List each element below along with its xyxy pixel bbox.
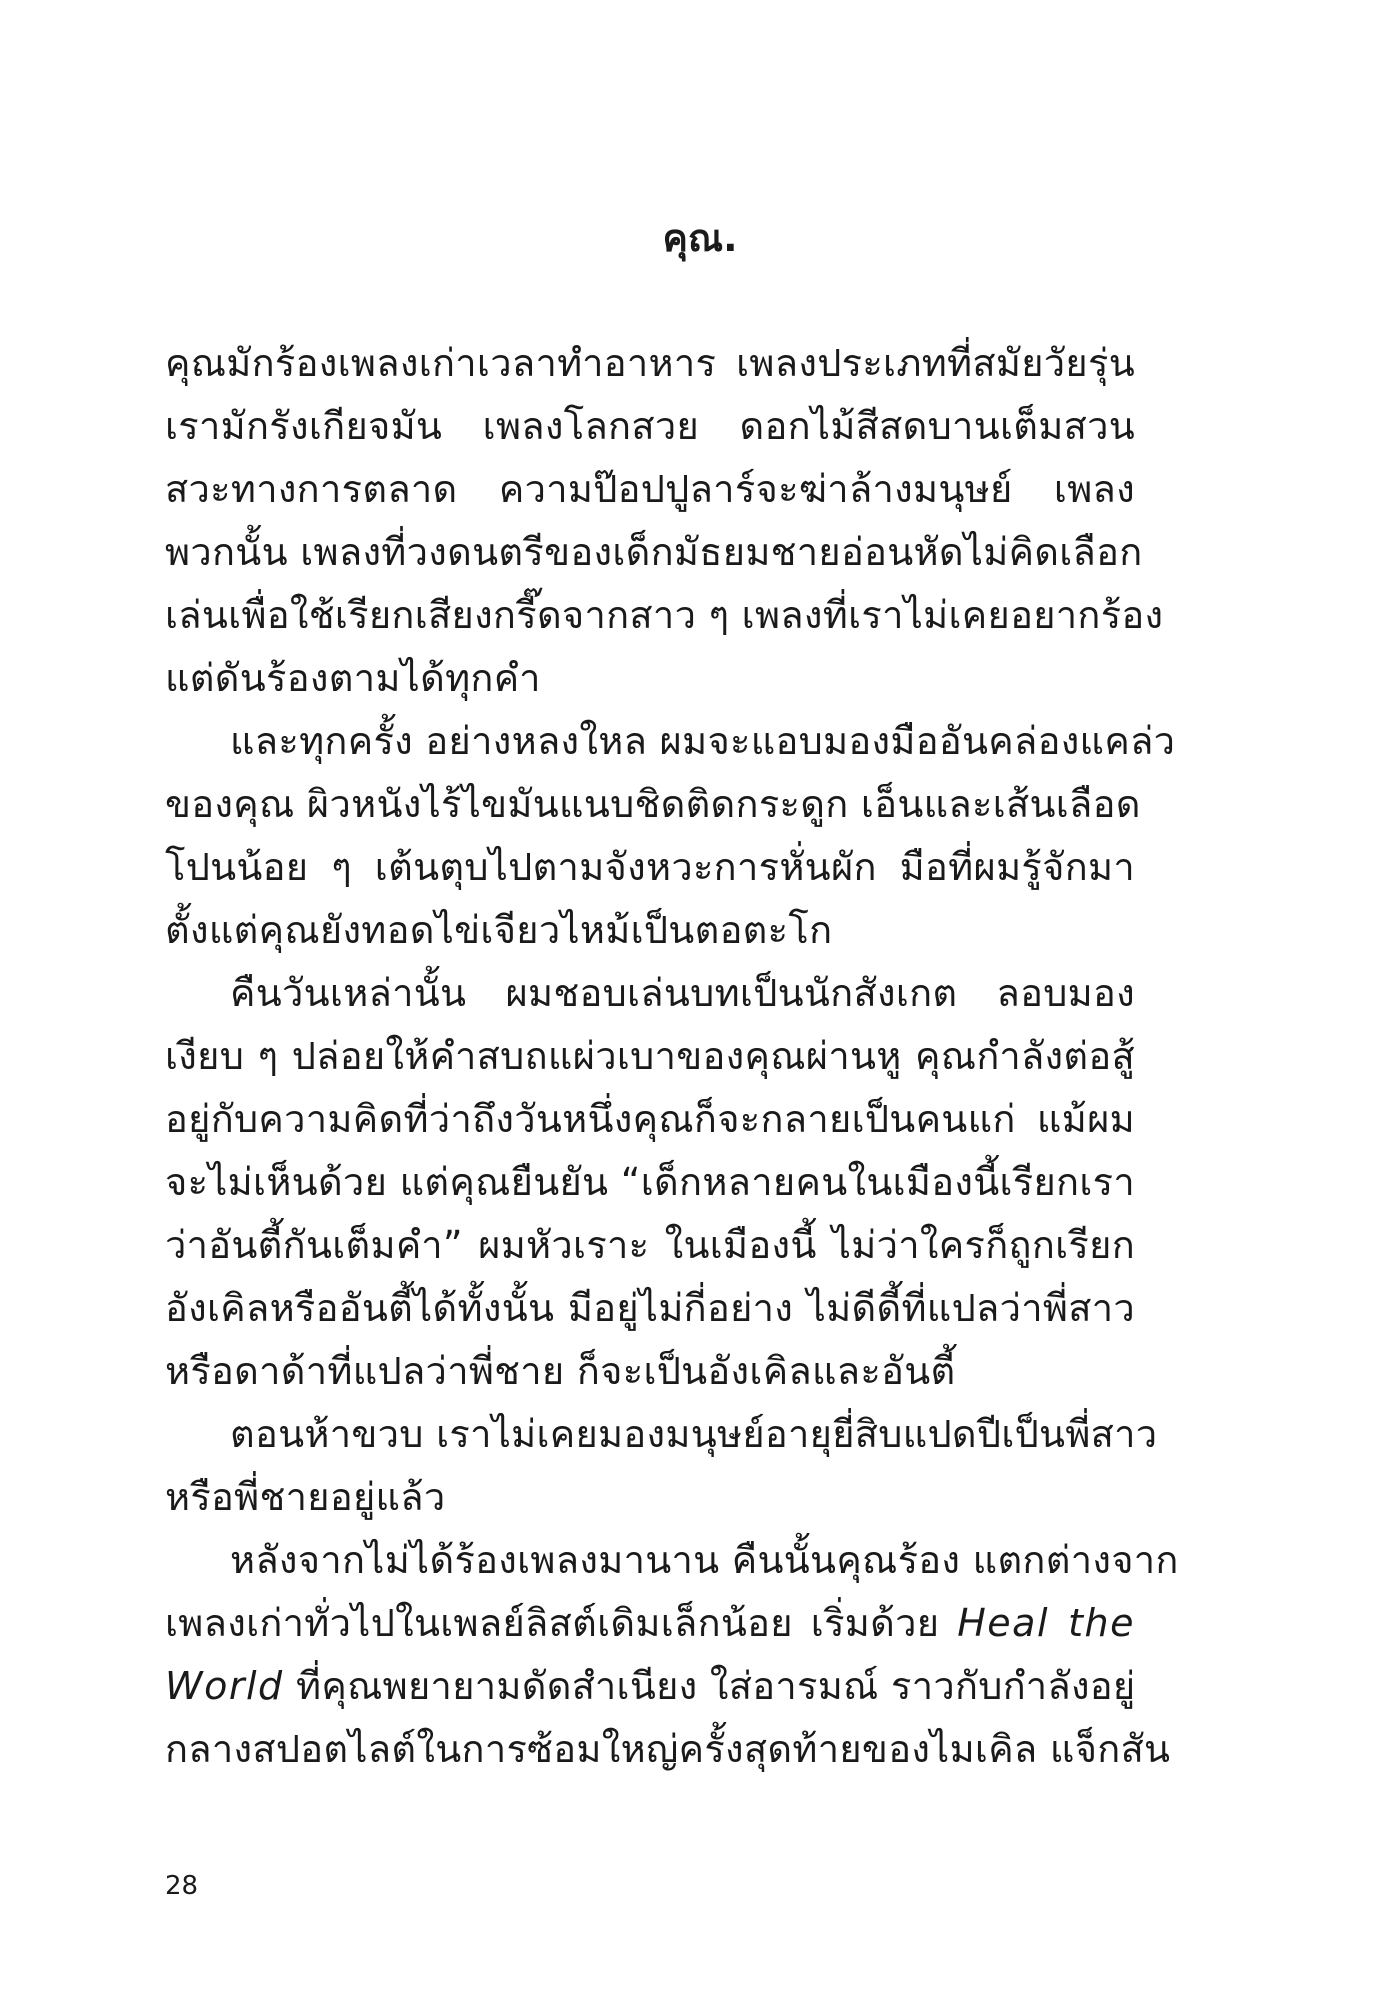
text-line: คืนวันเหล่านั้น ผมชอบเล่นบทเป็นนักสังเกต ลอบมอง bbox=[230, 971, 1135, 1015]
chapter-title: คุณ. bbox=[662, 216, 738, 260]
text-line: ว่าอันตี้กันเต็มคำ” ผมหัวเราะ ในเมืองนี้ ไม่ว่าใครก็ถูกเรียก bbox=[165, 1223, 1135, 1267]
text-line: แต่ดันร้องตามได้ทุกคำ bbox=[165, 656, 541, 700]
text-line: เรามักรังเกียจมัน เพลงโลกสวย ดอกไม้สีสดบานเต็มสวน bbox=[165, 404, 1135, 448]
text-line: โปนน้อย ๆ เต้นตุบไปตามจังหวะการหั่นผัก มือที่ผมรู้จักมา bbox=[165, 845, 1135, 889]
text-line: พวกนั้น เพลงที่วงดนตรีของเด็กมัธยมชายอ่อนหัดไม่คิดเลือก bbox=[165, 530, 1143, 574]
body-text bbox=[165, 332, 1179, 1781]
text-line: และทุกครั้ง อย่างหลงใหล ผมจะแอบมองมืออันคล่องแคล่ว bbox=[230, 719, 1176, 763]
text-line: หรือพี่ชายอยู่แล้ว bbox=[165, 1475, 446, 1519]
text-line: สวะทางการตลาด ความป๊อปปูลาร์จะฆ่าล้างมนุษย์ เพลง bbox=[165, 467, 1135, 511]
song-title-part: Heal the bbox=[957, 1601, 1135, 1645]
song-title-part: World bbox=[165, 1664, 284, 1708]
text-line: กลางสปอตไลต์ในการซ้อมใหญ่ครั้งสุดท้ายของไมเคิล แจ็กสัน bbox=[165, 1727, 1171, 1771]
text-line: เล่นเพื่อใช้เรียกเสียงกรี๊ดจากสาว ๆ เพลงที่เราไม่เคยอยากร้อง bbox=[165, 593, 1164, 637]
text-line: ตอนห้าขวบ เราไม่เคยมองมนุษย์อายุยี่สิบแปดปีเป็นพี่สาว bbox=[230, 1412, 1158, 1456]
text-line: เงียบ ๆ ปล่อยให้คำสบถแผ่วเบาของคุณผ่านหู คุณกำลังต่อสู้ bbox=[165, 1034, 1135, 1078]
text-line bbox=[165, 1592, 1135, 1655]
text-segment: ที่คุณพยายามดัดสำเนียง ใส่อารมณ์ ราวกับกำลังอยู่ bbox=[296, 1664, 1136, 1708]
text-line: ตั้งแต่คุณยังทอดไข่เจียวไหม้เป็นตอตะโก bbox=[165, 908, 833, 952]
text-line bbox=[165, 1655, 1135, 1718]
text-line: อังเคิลหรืออันตี้ได้ทั้งนั้น มีอยู่ไม่กี่อย่าง ไม่ดีดี้ที่แปลว่าพี่สาว bbox=[165, 1286, 1135, 1330]
page-number: 28 bbox=[165, 1871, 199, 1901]
text-line: จะไม่เห็นด้วย แต่คุณยืนยัน “เด็กหลายคนในเมืองนี้เรียกเรา bbox=[165, 1160, 1135, 1204]
text-segment: เพลงเก่าทั่วไปในเพลย์ลิสต์เดิมเล็กน้อย เริ่มด้วย bbox=[165, 1601, 940, 1645]
text-line: หรือดาด้าที่แปลว่าพี่ชาย ก็จะเป็นอังเคิลและอันตี้ bbox=[165, 1349, 956, 1393]
text-line: หลังจากไม่ได้ร้องเพลงมานาน คืนนั้นคุณร้อง แตกต่างจาก bbox=[230, 1538, 1179, 1582]
text-line: ของคุณ ผิวหนังไร้ไขมันแนบชิดติดกระดูก เอ็นและเส้นเลือด bbox=[165, 782, 1141, 826]
text-line: คุณมักร้องเพลงเก่าเวลาทำอาหาร เพลงประเภทที่สมัยวัยรุ่น bbox=[165, 341, 1135, 385]
text-line: อยู่กับความคิดที่ว่าถึงวันหนึ่งคุณก็จะกลายเป็นคนแก่ แม้ผม bbox=[165, 1097, 1135, 1141]
